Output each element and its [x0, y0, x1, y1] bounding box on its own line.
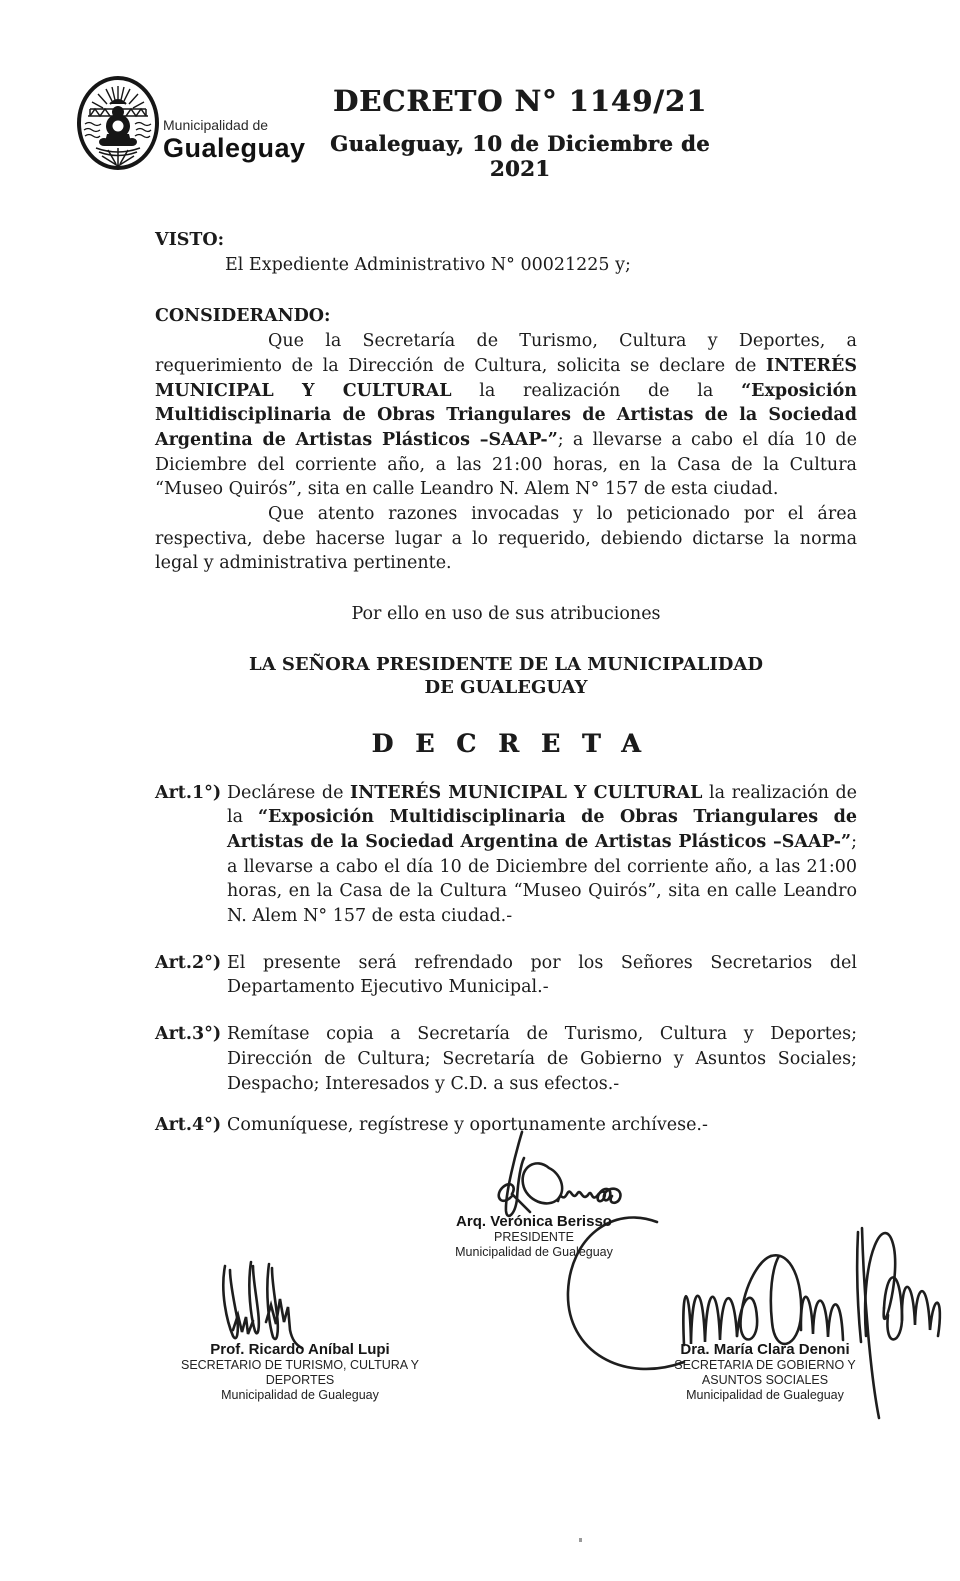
- article-2: [155, 951, 857, 1000]
- article-3-label: Art.3°): [155, 1024, 222, 1045]
- article-4: [155, 1113, 857, 1138]
- signer-name: Arq. Verónica Berisso: [456, 1213, 612, 1230]
- considerando-paragraph-1: [155, 329, 857, 502]
- signer-title: SECRETARIA DE GOBIERNO Y: [674, 1358, 856, 1372]
- coat-of-arms-icon: [76, 76, 160, 170]
- decreta-heading: DECRETA: [371, 728, 663, 758]
- signer-name: Dra. María Clara Denoni: [680, 1341, 850, 1358]
- article-4-label: Art.4°): [155, 1115, 222, 1136]
- signature-lupi-icon: [223, 1262, 302, 1348]
- decree-body: [155, 228, 857, 1138]
- considerando-label: CONSIDERANDO:: [155, 306, 331, 327]
- visto-label: VISTO:: [155, 230, 225, 250]
- org-name-small: Municipalidad de: [163, 117, 269, 133]
- paragraph-segment-bold: “Exposición Multidisciplinaria de Obras Triangulares de Artistas de la Sociedad Argentina de Artistas Plásticos –SAAP-”: [227, 807, 857, 852]
- signer-title-2: DEPORTES: [265, 1373, 335, 1387]
- org-brand: [163, 118, 306, 162]
- article-4-text: Comuníquese, regístrese y oportunamente archívese.-: [227, 1115, 708, 1136]
- signature-block-secretary-turismo: [160, 1341, 440, 1403]
- article-1: [155, 781, 857, 929]
- org-name-big: Gualeguay: [163, 133, 306, 163]
- paragraph-segment: Declárese de: [227, 782, 351, 803]
- paragraph-segment: la realización de la: [451, 380, 742, 401]
- authority-line-2: DE GUALEGUAY: [424, 676, 588, 698]
- authority-heading: [155, 653, 857, 699]
- article-2-label: Art.2°): [155, 952, 222, 973]
- signature-block-secretary-gobierno: [625, 1341, 905, 1403]
- signer-title: PRESIDENTE: [494, 1230, 574, 1244]
- article-3-text: Remítase copia a Secretaría de Turismo, Cultura y Deportes; Dirección de Cultura; Secretaría de Gobierno y Asuntos Sociales; Despacho; Interesados y C.D. a sus efectos.-: [227, 1024, 857, 1094]
- por-ello-line: Por ello en uso de sus atribuciones: [351, 604, 661, 625]
- signer-title: SECRETARIO DE TURISMO, CULTURA Y: [180, 1358, 419, 1372]
- decree-title: DECRETO N° 1149/21: [332, 84, 708, 118]
- paragraph-segment-bold: INTERÉS MUNICIPAL Y CULTURAL: [350, 782, 703, 803]
- article-2-text: El presente será refrendado por los Señores Secretarios del Departamento Ejecutivo Municipal.-: [227, 952, 857, 998]
- paragraph-segment: Que la Secretaría de Turismo, Cultura y Deportes, a requerimiento de la Dirección de Cultura, solicita se declare de: [155, 331, 857, 376]
- signature-berisso-icon: [499, 1132, 621, 1216]
- signer-org: Municipalidad de Gualeguay: [455, 1245, 613, 1259]
- signer-name: Prof. Ricardo Aníbal Lupi: [210, 1341, 390, 1358]
- scan-artifact-dot: [579, 1538, 582, 1542]
- paragraph-segment: ; a llevarse a cabo el día 10 de Diciembre del corriente año, a las 21:00 horas, en la Casa de la Cultura “Museo Quirós”, sita en calle Leandro N. Alem N° 157 de esta ciudad.: [155, 429, 857, 500]
- article-1-text: [227, 781, 857, 929]
- decree-title-block: [310, 84, 730, 181]
- paragraph-segment-bold: INTERÉS MUNICIPAL Y CULTURAL: [155, 355, 857, 401]
- signature-block-president: [420, 1213, 648, 1260]
- paragraph-segment: ; a llevarse a cabo el día 10 de Diciembre del corriente año, a las 21:00 horas, en la Casa de la Cultura “Museo Quirós”, sita en calle Leandro N. Alem N° 157 de esta ciudad.-: [227, 831, 857, 927]
- paragraph-segment-bold: “Exposición Multidisciplinaria de Obras Triangulares de Artistas de la Sociedad Argentina de Artistas Plásticos –SAAP-”: [155, 380, 858, 450]
- decree-place-date: Gualeguay, 10 de Diciembre de 2021: [330, 131, 710, 181]
- signer-org: Municipalidad de Gualeguay: [221, 1388, 379, 1402]
- authority-line-1: LA SEÑORA PRESIDENTE DE LA MUNICIPALIDAD: [249, 653, 763, 675]
- visto-text: El Expediente Administrativo N° 00021225 y;: [225, 254, 631, 275]
- considerando-paragraph-2: Que atento razones invocadas y lo peticionado por el área respectiva, debe hacerse lugar a lo requerido, debiendo dictarse la norma legal y administrativa pertinente.: [155, 504, 857, 574]
- paragraph-segment: la realización de la: [227, 782, 858, 828]
- article-3: [155, 1022, 857, 1096]
- article-1-label: Art.1°): [155, 782, 222, 803]
- signer-org: Municipalidad de Gualeguay: [686, 1388, 844, 1402]
- signer-title-2: ASUNTOS SOCIALES: [701, 1373, 829, 1387]
